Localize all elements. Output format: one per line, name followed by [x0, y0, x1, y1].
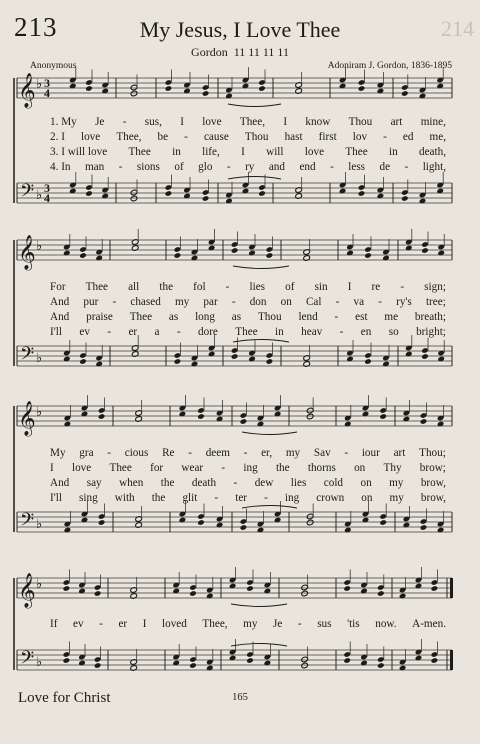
lyric-syllable: I: [241, 146, 245, 158]
lyric-syllable: wear: [181, 462, 204, 474]
lyric-syllable: on: [280, 296, 292, 308]
music-credit: Adoniram J. Gordon, 1836-1895: [327, 61, 452, 71]
lyric-syllable: the: [151, 492, 166, 504]
lyric-syllable: Je: [273, 618, 283, 630]
lyric-syllable: ter: [235, 492, 248, 504]
lyric-syllable: I: [50, 462, 54, 474]
lyric-syllable: -: [122, 116, 127, 128]
lyric-syllable: glit: [182, 492, 198, 504]
lyric-syllable: Thee,: [116, 131, 142, 143]
lyric-syllable: Thee: [109, 462, 132, 474]
lyric-syllable: -: [188, 447, 192, 459]
lyric-syllable: And: [50, 477, 70, 489]
lyric-syllable: don: [249, 296, 267, 308]
lyric-syllable: Thee: [345, 146, 368, 158]
lyric-syllable: crown: [316, 492, 345, 504]
lyric-syllable: I: [180, 116, 184, 128]
lyric-syllable: on: [361, 492, 373, 504]
lyric-syllable: I: [283, 116, 288, 128]
lyric-syllable: -: [233, 477, 238, 489]
lyric-syllable: sus,: [144, 116, 162, 128]
lyric-syllable: 4. In: [50, 161, 71, 173]
lyric-syllable: on: [360, 477, 372, 489]
lyric-syllable: -: [225, 281, 230, 293]
lyric-syllable: the: [275, 462, 290, 474]
lyric-syllable: ed: [402, 131, 414, 143]
time-signature-bottom: 4: [44, 86, 50, 100]
lyric-syllable: For: [50, 281, 66, 293]
lyric-syllable: Thee: [85, 281, 108, 293]
lyric-syllable: er: [118, 618, 128, 630]
lyric-syllable: my: [389, 477, 404, 489]
lyric-syllable: tree;: [425, 296, 446, 308]
lyric-syllable: when: [119, 477, 144, 489]
lyric-syllable: long: [195, 311, 215, 323]
lyric-syllable: me,: [429, 131, 446, 143]
lyric-syllable: -: [339, 326, 344, 338]
lyric-syllable: Thee: [128, 146, 151, 158]
topic-label: Love for Christ: [18, 690, 111, 706]
lyric-syllable: ev: [73, 618, 84, 630]
lyric-syllable: ry's: [396, 296, 412, 308]
lyric-syllable: on: [354, 462, 366, 474]
lyric-line-verse-4: [50, 161, 446, 173]
lyric-syllable: A-men.: [412, 618, 446, 630]
lyric-syllable: lend: [298, 311, 318, 323]
lyric-line-verse-4: [50, 492, 446, 504]
lyric-syllable: -: [214, 492, 219, 504]
time-signature-top: 3: [44, 181, 50, 195]
bass-clef-icon: 𝄢: [20, 343, 35, 368]
bass-staff: [17, 639, 453, 672]
lyric-syllable: all: [128, 281, 140, 293]
bass-clef-icon: 𝄢: [20, 647, 35, 672]
lyric-syllable: life,: [202, 146, 220, 158]
lyric-syllable: sing: [79, 492, 98, 504]
lyric-syllable: lov: [352, 131, 368, 143]
lyric-syllable: art: [393, 447, 406, 459]
lyric-syllable: cause: [203, 131, 229, 143]
lyric-syllable: say: [86, 477, 102, 489]
time-signature-bottom: 4: [44, 191, 50, 205]
note-head: [63, 585, 71, 592]
lyric-syllable: 1. My: [50, 116, 77, 128]
lyric-syllable: -: [297, 618, 302, 630]
lyric-syllable: sign;: [424, 281, 446, 293]
lyric-line-verse-1: [50, 281, 446, 293]
lyric-syllable: with: [114, 492, 135, 504]
lyric-syllable: Thou: [244, 131, 269, 143]
lyric-syllable: de: [379, 161, 391, 173]
lyric-syllable: Cal: [305, 296, 322, 308]
lyric-syllable: -: [330, 161, 334, 173]
note-head: [301, 590, 309, 597]
lyric-syllable: as: [168, 311, 179, 323]
lyric-syllable: man: [84, 161, 105, 173]
lyric-line-verse-2: [50, 131, 446, 143]
lyric-syllable: deem: [205, 447, 230, 459]
lyric-syllable: end: [299, 161, 316, 173]
lyric-syllable: -: [404, 161, 409, 173]
lyric-syllable: brow,: [420, 492, 446, 504]
lyric-syllable: And: [50, 296, 70, 308]
lyric-syllable: love: [304, 146, 325, 158]
lyric-line-verse-4: [50, 326, 446, 338]
lyric-syllable: brow,: [420, 477, 446, 489]
lyric-syllable: -: [264, 492, 268, 504]
lyric-syllable: thorns: [307, 462, 336, 474]
lyric-syllable: now.: [375, 618, 397, 630]
lyric-syllable: my: [285, 447, 301, 459]
bass-clef-icon: 𝄢: [20, 180, 35, 205]
treble-clef-icon: 𝄞: [18, 574, 36, 607]
lyric-syllable: -: [335, 296, 340, 308]
flat-key-signature-icon: ♭: [36, 654, 43, 669]
lyric-syllable: -: [231, 296, 236, 308]
lyric-syllable: death,: [418, 146, 446, 158]
lyric-syllable: love: [202, 116, 222, 128]
lyric-syllable: -: [107, 447, 112, 459]
meter: 11 11 11 11: [233, 45, 289, 59]
lyric-syllable: er: [128, 326, 138, 338]
note-head: [377, 590, 385, 597]
note-head: [246, 657, 254, 664]
treble-clef-icon: 𝄞: [18, 402, 36, 435]
lyric-syllable: hast: [284, 131, 303, 143]
lyric-syllable: know: [305, 116, 331, 128]
flat-key-signature-icon: ♭: [36, 76, 43, 91]
lyric-syllable: -: [334, 311, 339, 323]
lyric-syllable: est: [355, 311, 368, 323]
lyric-syllable: -: [400, 281, 405, 293]
lyric-syllable: sus: [317, 618, 332, 630]
hymn-number: 213: [14, 12, 58, 42]
page-number: 165: [232, 692, 248, 703]
flat-key-signature-icon: ♭: [36, 238, 43, 253]
flat-key-signature-icon: ♭: [36, 404, 43, 419]
lyric-syllable: Thou: [257, 311, 282, 323]
lyric-syllable: of: [285, 281, 295, 293]
lyric-line-verse-3: [50, 477, 446, 489]
lyric-syllable: -: [221, 462, 226, 474]
lyric-syllable: 'tis: [347, 618, 360, 630]
lyric-syllable: va: [353, 296, 365, 308]
note-head: [377, 662, 385, 669]
lyric-syllable: -: [99, 618, 103, 630]
lyric-syllable: a: [154, 326, 160, 338]
lyric-syllable: Thou: [348, 116, 373, 128]
flat-key-signature-icon: ♭: [36, 187, 43, 202]
flat-key-signature-icon: ♭: [36, 576, 43, 591]
lyric-syllable: lies: [290, 477, 307, 489]
flat-key-signature-icon: ♭: [36, 516, 43, 531]
lyric-syllable: sin: [314, 281, 328, 293]
lyric-syllable: I: [142, 618, 147, 630]
tune-name: Gordon: [191, 45, 228, 59]
lyric-syllable: -: [184, 131, 188, 143]
lyric-syllable: -: [226, 161, 231, 173]
lyric-syllable: -: [176, 326, 181, 338]
lyric-syllable: gra: [79, 447, 94, 459]
lyric-syllable: the: [160, 477, 175, 489]
lyric-line-verse-3: [50, 146, 446, 158]
lyric-syllable: Je: [95, 116, 105, 128]
lyric-syllable: glo: [198, 161, 213, 173]
lyric-syllable: dew: [254, 477, 274, 489]
lyric-syllable: loved: [162, 618, 187, 630]
lyric-syllable: and: [268, 161, 285, 173]
tie-slur: [231, 644, 287, 647]
lyric-syllable: -: [383, 131, 387, 143]
lyric-syllable: -: [107, 326, 112, 338]
note-head: [189, 590, 197, 597]
tie-slur: [231, 604, 287, 607]
lyric-line-verse-1: [50, 447, 446, 459]
lyric-syllable: in: [172, 146, 181, 158]
lyric-line-verse-1: [50, 618, 446, 630]
lyric-syllable: par: [203, 296, 218, 308]
lyric-syllable: death: [191, 477, 217, 489]
lyric-syllable: cious: [124, 447, 149, 459]
lyric-syllable: -: [378, 296, 382, 308]
words-credit: Anonymous: [30, 61, 77, 71]
lyric-syllable: as: [231, 311, 242, 323]
lyric-syllable: Sav: [313, 447, 331, 459]
note-head: [63, 657, 71, 664]
lyric-syllable: If: [50, 618, 58, 630]
lyric-syllable: re: [371, 281, 381, 293]
lyric-syllable: my: [174, 296, 190, 308]
note-head: [189, 662, 197, 669]
note-head: [246, 585, 254, 592]
bass-clef-icon: 𝄢: [20, 509, 35, 534]
lyric-syllable: Thee: [129, 311, 153, 323]
lyric-syllable: My: [50, 447, 66, 459]
lyric-syllable: bright;: [416, 326, 446, 338]
lyric-syllable: first: [318, 131, 337, 143]
lyric-syllable: the: [159, 281, 174, 293]
lyric-syllable: er,: [261, 447, 273, 459]
lyric-syllable: so: [388, 326, 399, 338]
bleed-through-number: 214: [441, 16, 474, 41]
lyric-syllable: me: [384, 311, 399, 323]
lyric-syllable: chased: [130, 296, 161, 308]
lyric-syllable: my: [389, 492, 404, 504]
lyric-syllable: Thy: [383, 462, 402, 474]
lyric-syllable: brow;: [419, 462, 446, 474]
lyric-line-verse-2: [50, 462, 446, 474]
lyric-syllable: in: [275, 326, 284, 338]
note-head: [431, 657, 439, 664]
lyric-syllable: ev: [79, 326, 90, 338]
lyric-syllable: mine,: [420, 116, 446, 128]
note-head: [343, 585, 351, 592]
lyric-syllable: love: [71, 462, 92, 474]
lyric-syllable: fol: [193, 281, 206, 293]
note-head: [343, 657, 351, 664]
lyric-syllable: my: [243, 618, 258, 630]
lyric-syllable: -: [243, 447, 248, 459]
lyric-syllable: be: [157, 131, 169, 143]
lyric-syllable: pur: [83, 296, 99, 308]
lyric-syllable: -: [344, 447, 349, 459]
flat-key-signature-icon: ♭: [36, 350, 43, 365]
lyric-syllable: cold: [323, 477, 344, 489]
hymn-title: My Jesus, I Love Thee: [139, 17, 341, 42]
lyric-syllable: for: [150, 462, 164, 474]
lyric-syllable: sions: [136, 161, 160, 173]
lyric-syllable: ing: [243, 462, 258, 474]
lyric-syllable: I'll: [50, 492, 62, 504]
lyric-syllable: light,: [422, 161, 446, 173]
lyric-syllable: iour: [361, 447, 380, 459]
time-signature-top: 3: [44, 76, 50, 90]
lyric-syllable: less: [348, 161, 366, 173]
lyric-syllable: in: [388, 146, 398, 158]
note-head: [94, 662, 102, 669]
lyric-syllable: -: [112, 296, 117, 308]
lyric-syllable: art: [390, 116, 403, 128]
lyric-syllable: 3. I will love: [50, 146, 108, 158]
lyric-syllable: 2. I: [50, 131, 65, 143]
lyric-syllable: ing: [284, 492, 300, 504]
lyric-syllable: I: [347, 281, 352, 293]
lyric-syllable: lies: [249, 281, 266, 293]
lyric-syllable: And: [50, 311, 70, 323]
treble-clef-icon: 𝄞: [18, 236, 36, 269]
lyric-syllable: I'll: [50, 326, 62, 338]
treble-staff: [17, 567, 453, 609]
lyric-syllable: breath;: [414, 311, 446, 323]
lyric-syllable: will: [266, 146, 284, 158]
lyric-syllable: Thou;: [419, 447, 446, 459]
note-head: [94, 590, 102, 597]
note-head: [431, 585, 439, 592]
lyric-syllable: Thee: [235, 326, 258, 338]
lyric-syllable: en: [360, 326, 372, 338]
lyric-syllable: ry: [245, 161, 255, 173]
lyric-syllable: love: [80, 131, 101, 143]
lyric-syllable: heav: [301, 326, 323, 338]
lyric-line-verse-2: [50, 296, 446, 308]
lyric-syllable: of: [174, 161, 184, 173]
lyric-line-verse-1: [50, 116, 446, 128]
lyric-syllable: praise: [86, 311, 113, 323]
lyric-syllable: dore: [198, 326, 218, 338]
treble-clef-icon: 𝄞: [18, 74, 36, 107]
note-head: [301, 662, 309, 669]
lyric-line-verse-3: [50, 311, 446, 323]
lyric-syllable: -: [118, 161, 123, 173]
lyric-syllable: Thee,: [239, 116, 266, 128]
lyric-syllable: Thee,: [202, 618, 228, 630]
lyric-syllable: Re: [162, 447, 175, 459]
